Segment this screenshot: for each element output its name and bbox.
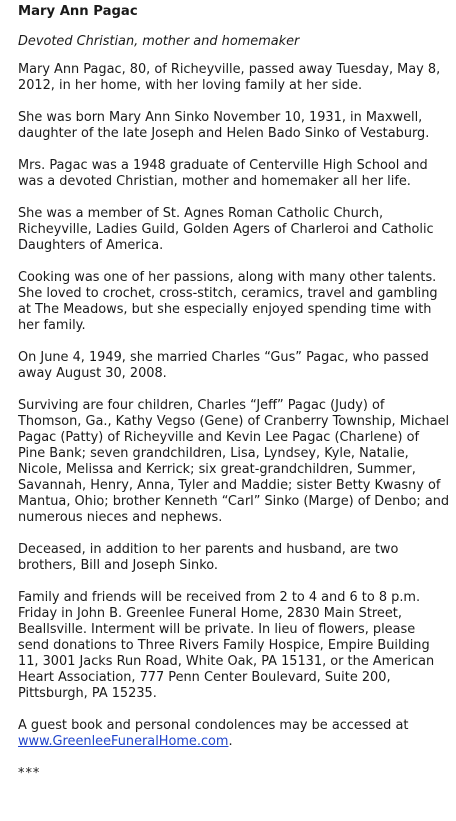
paragraph-death-notice: Mary Ann Pagac, 80, of Richeyville, passed away Tuesday, May 8, 2012, in her home, with her loving family at her side.	[18, 62, 441, 93]
paragraph-services: Family and friends will be received from 2 to 4 and 6 to 8 p.m. Friday in John B. Greenlee Funeral Home, 2830 Main Street, Beallsville. Interment will be private. In lieu of flowers, please send donations to Three Rivers Family Hospice, Empire Building 11, 3001 Jacks Run Road, White Oak, PA 15131, or the American Heart Association, 777 Penn Center Boulevard, Suite 200, Pittsburgh, PA 15235.	[18, 590, 435, 701]
funeral-home-link[interactable]: www.GreenleeFuneralHome.com	[18, 734, 229, 749]
paragraph-marriage: On June 4, 1949, she married Charles “Gus” Pagac, who passed away August 30, 2008.	[18, 350, 429, 381]
paragraph-deceased-relatives: Deceased, in addition to her parents and husband, are two brothers, Bill and Joseph Sinko.	[18, 542, 399, 573]
ending-mark: ***	[18, 766, 41, 781]
paragraph-survivors: Surviving are four children, Charles “Jeff” Pagac (Judy) of Thomson, Ga., Kathy Vegso (Gene) of Cranberry Township, Michael Pagac (Patty) of Richeyville and Kevin Lee Pagac (Charlene) of Pine Bank; seven grandchildren, Lisa, Lyndsey, Kyle, Natalie, Nicole, Melissa and Kerrick; six great-grandchildren, Summer, Savannah, Henry, Anna, Tyler and Maddie; sister Betty Kwasny of Mantua, Ohio; brother Kenneth “Carl” Sinko (Marge) of Denbo; and numerous nieces and nephews.	[18, 398, 450, 525]
paragraph-hobbies: Cooking was one of her passions, along with many other talents. She loved to crochet, cross-stitch, ceramics, travel and gambling at The Meadows, but she especially enjoyed spending time with her family.	[18, 270, 438, 333]
obituary-tagline: Devoted Christian, mother and homemaker	[18, 34, 300, 49]
paragraph-guestbook	[18, 718, 450, 750]
guestbook-text: A guest book and personal condolences may be accessed at	[18, 718, 409, 733]
guestbook-period: .	[228, 734, 233, 749]
paragraph-memberships: She was a member of St. Agnes Roman Catholic Church, Richeyville, Ladies Guild, Golden Agers of Charleroi and Catholic Daughters of America.	[18, 206, 434, 253]
paragraph-birth: She was born Mary Ann Sinko November 10, 1931, in Maxwell, daughter of the late Joseph and Helen Bado Sinko of Vestaburg.	[18, 110, 430, 141]
obituary-name: Mary Ann Pagac	[18, 4, 138, 19]
paragraph-education: Mrs. Pagac was a 1948 graduate of Centerville High School and was a devoted Christian, mother and homemaker all her life.	[18, 158, 428, 189]
